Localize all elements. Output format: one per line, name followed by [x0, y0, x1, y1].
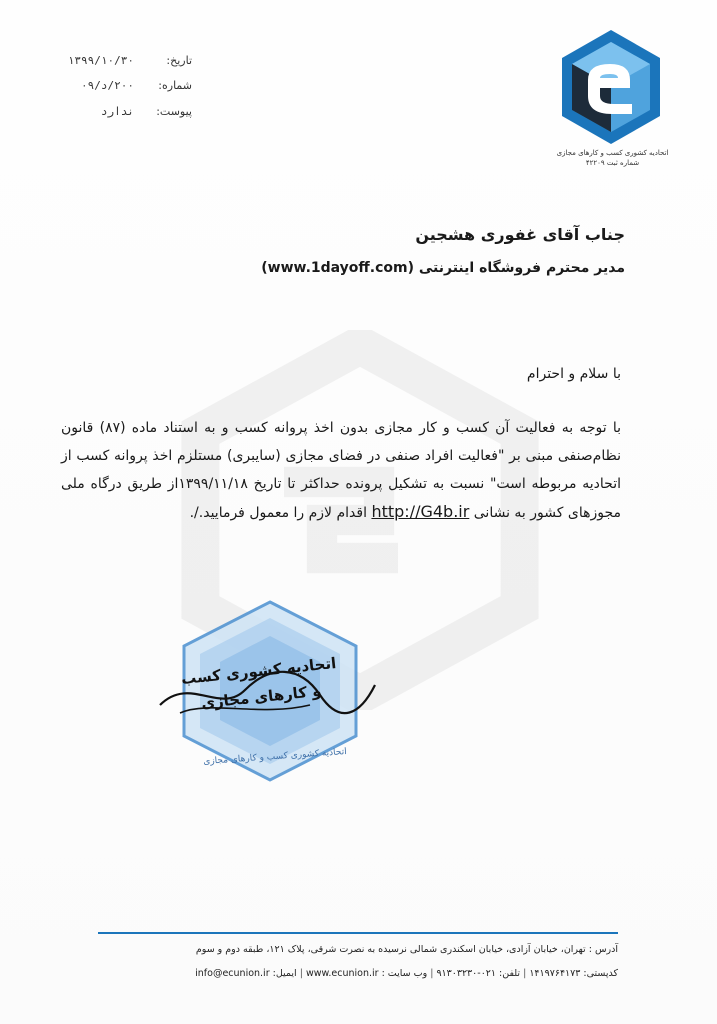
footer-address: آدرس : تهران، خیابان آزادی، خیابان اسکندری شمالی نرسیده به نصرت شرقی، پلاک ۱۲۱، طبقه دوم و سوم	[195, 944, 618, 955]
logo-caption-line2: شماره ثبت ۴۲۲۰۹	[585, 159, 640, 167]
stamp-line1: اتحادیه کشوری کسب	[180, 653, 338, 689]
addressee-title: مدیر محترم فروشگاه اینترنتی (www.1dayoff.com)	[261, 260, 625, 276]
g4b-link[interactable]: http://G4b.ir	[371, 502, 470, 521]
logo-caption	[540, 148, 685, 168]
footer-phone: تلفن: ۰۲۱-۹۱۳۰۳۲۳۰	[436, 968, 521, 979]
letter-body	[61, 414, 621, 527]
number-value: ۲۰۰/د/۰۹	[81, 79, 134, 92]
stamp-line2: و کارهای مجازی	[200, 681, 323, 713]
greeting: با سلام و احترام	[526, 366, 621, 382]
number-row	[52, 79, 192, 99]
union-logo-icon	[558, 28, 664, 146]
logo-caption-line1: اتحادیه کشوری کسب و کارهای مجازی	[556, 149, 669, 157]
attachment-row	[52, 105, 192, 125]
date-row	[52, 54, 192, 74]
stamp-caption: اتحادیه کشوری کسب و کارهای مجازی	[202, 746, 348, 768]
footer-email[interactable]: ایمیل: info@ecunion.ir	[195, 968, 297, 979]
footer-contacts: کدپستی: ۱۴۱۹۷۶۴۱۷۳ | تلفن: ۰۲۱-۹۱۳۰۳۲۳۰ | وب سایت : www.ecunion.ir | ایمیل: info@ecunion.ir	[195, 968, 618, 979]
attachment-value: ندارد	[100, 105, 134, 118]
date-value: ۱۳۹۹/۱۰/۳۰	[67, 54, 134, 67]
footer-postal: کدپستی: ۱۴۱۹۷۶۴۱۷۳	[529, 968, 618, 979]
number-label: شماره:	[158, 79, 192, 92]
footer-website[interactable]: وب سایت : www.ecunion.ir	[305, 968, 428, 979]
signature-icon	[150, 655, 380, 725]
addressee-block	[145, 222, 625, 280]
body-text-end: اقدام لازم را معمول فرمایید./.	[189, 505, 372, 521]
body-text: با توجه به فعالیت آن کسب و کار مجازی بدون اخذ پروانه کسب و به استناد ماده (۸۷) قانون نظام‌صنفی مبنی بر "فعالیت افراد صنفی در فضای مجازی (سایبری) مستلزم اخذ پروانه کسب از اتحادیه مربوطه است" نسبت به تشکیل پرونده حداکثر تا تاریخ ۱۳۹۹/۱۱/۱۸از طریق درگاه ملی مجوزهای کشور به نشانی	[61, 420, 621, 521]
attachment-label: پیوست:	[156, 105, 192, 118]
addressee-name: جناب آقای غفوری هشجین	[415, 225, 625, 244]
footer-divider	[98, 932, 618, 934]
date-label: تاریخ:	[166, 54, 192, 67]
